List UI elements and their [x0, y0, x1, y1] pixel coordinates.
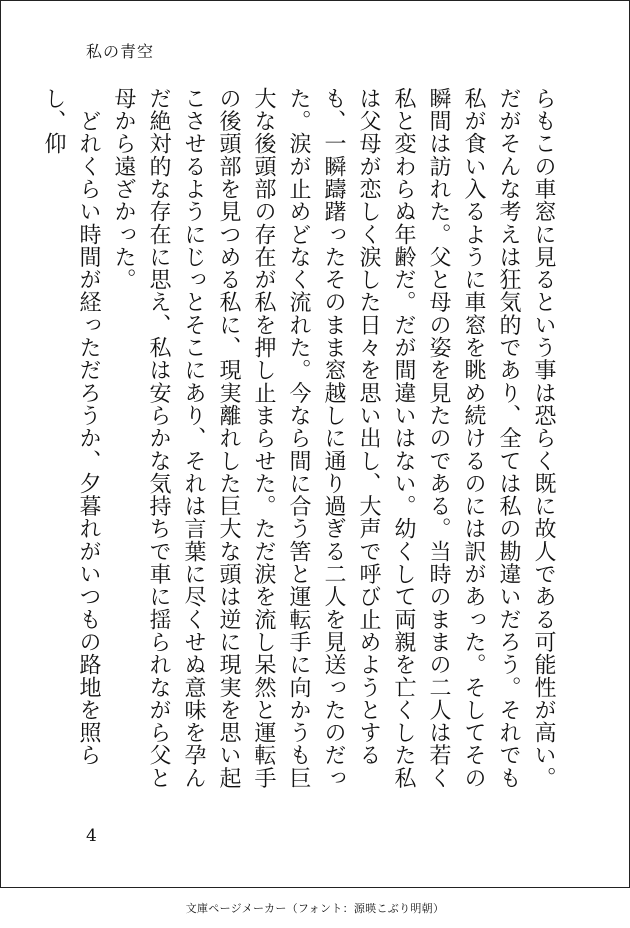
- generator-credit: 文庫ページメーカー（フォント：源暎こぶり明朝）: [185, 902, 445, 915]
- page-number: 4: [86, 826, 97, 846]
- book-title: 私の青空: [86, 42, 155, 61]
- paragraph-1: らもこの車窓に見るという事は恐らく既に故人である可能性が高い。だがそんな考えは狂気的であり、全ては私の勘違いだろう。それでも私が食い入るように車窓を眺め続けるのには訳があった。そしてその瞬間は訪れた。父と母の姿を見たのである。当時のままの二人は若く私と変わらぬ年齢だ。だが間違いはない。幼くして両親を亡くした私は父母が恋しく涙した日々を思い出し、大声で呼び止めようとするも、一瞬躊躇ったそのまま窓越しに通り過ぎる二人を見送ったのだった。涙が止めどなく流れた。今なら間に合う筈と運転手に向かうも巨大な後頭部の存在が私を押し止まらせた。ただ涙を流し呆然と運転手の後頭部を見つめる私に、現実離れした巨大な頭は逆に現実を思い起こさせるようにじっとそこにあり、それは言葉に尽くせぬ意味を孕んだ絶対的な存在に思え、私は安らかな気持ちで車に揺られながら父と母から遠ざかった。: [111, 87, 556, 790]
- paragraph-2: どれくらい時間が経っただろうか、夕暮れがいつもの路地を照らし、仰: [41, 87, 101, 767]
- vertical-body-text: [36, 87, 561, 802]
